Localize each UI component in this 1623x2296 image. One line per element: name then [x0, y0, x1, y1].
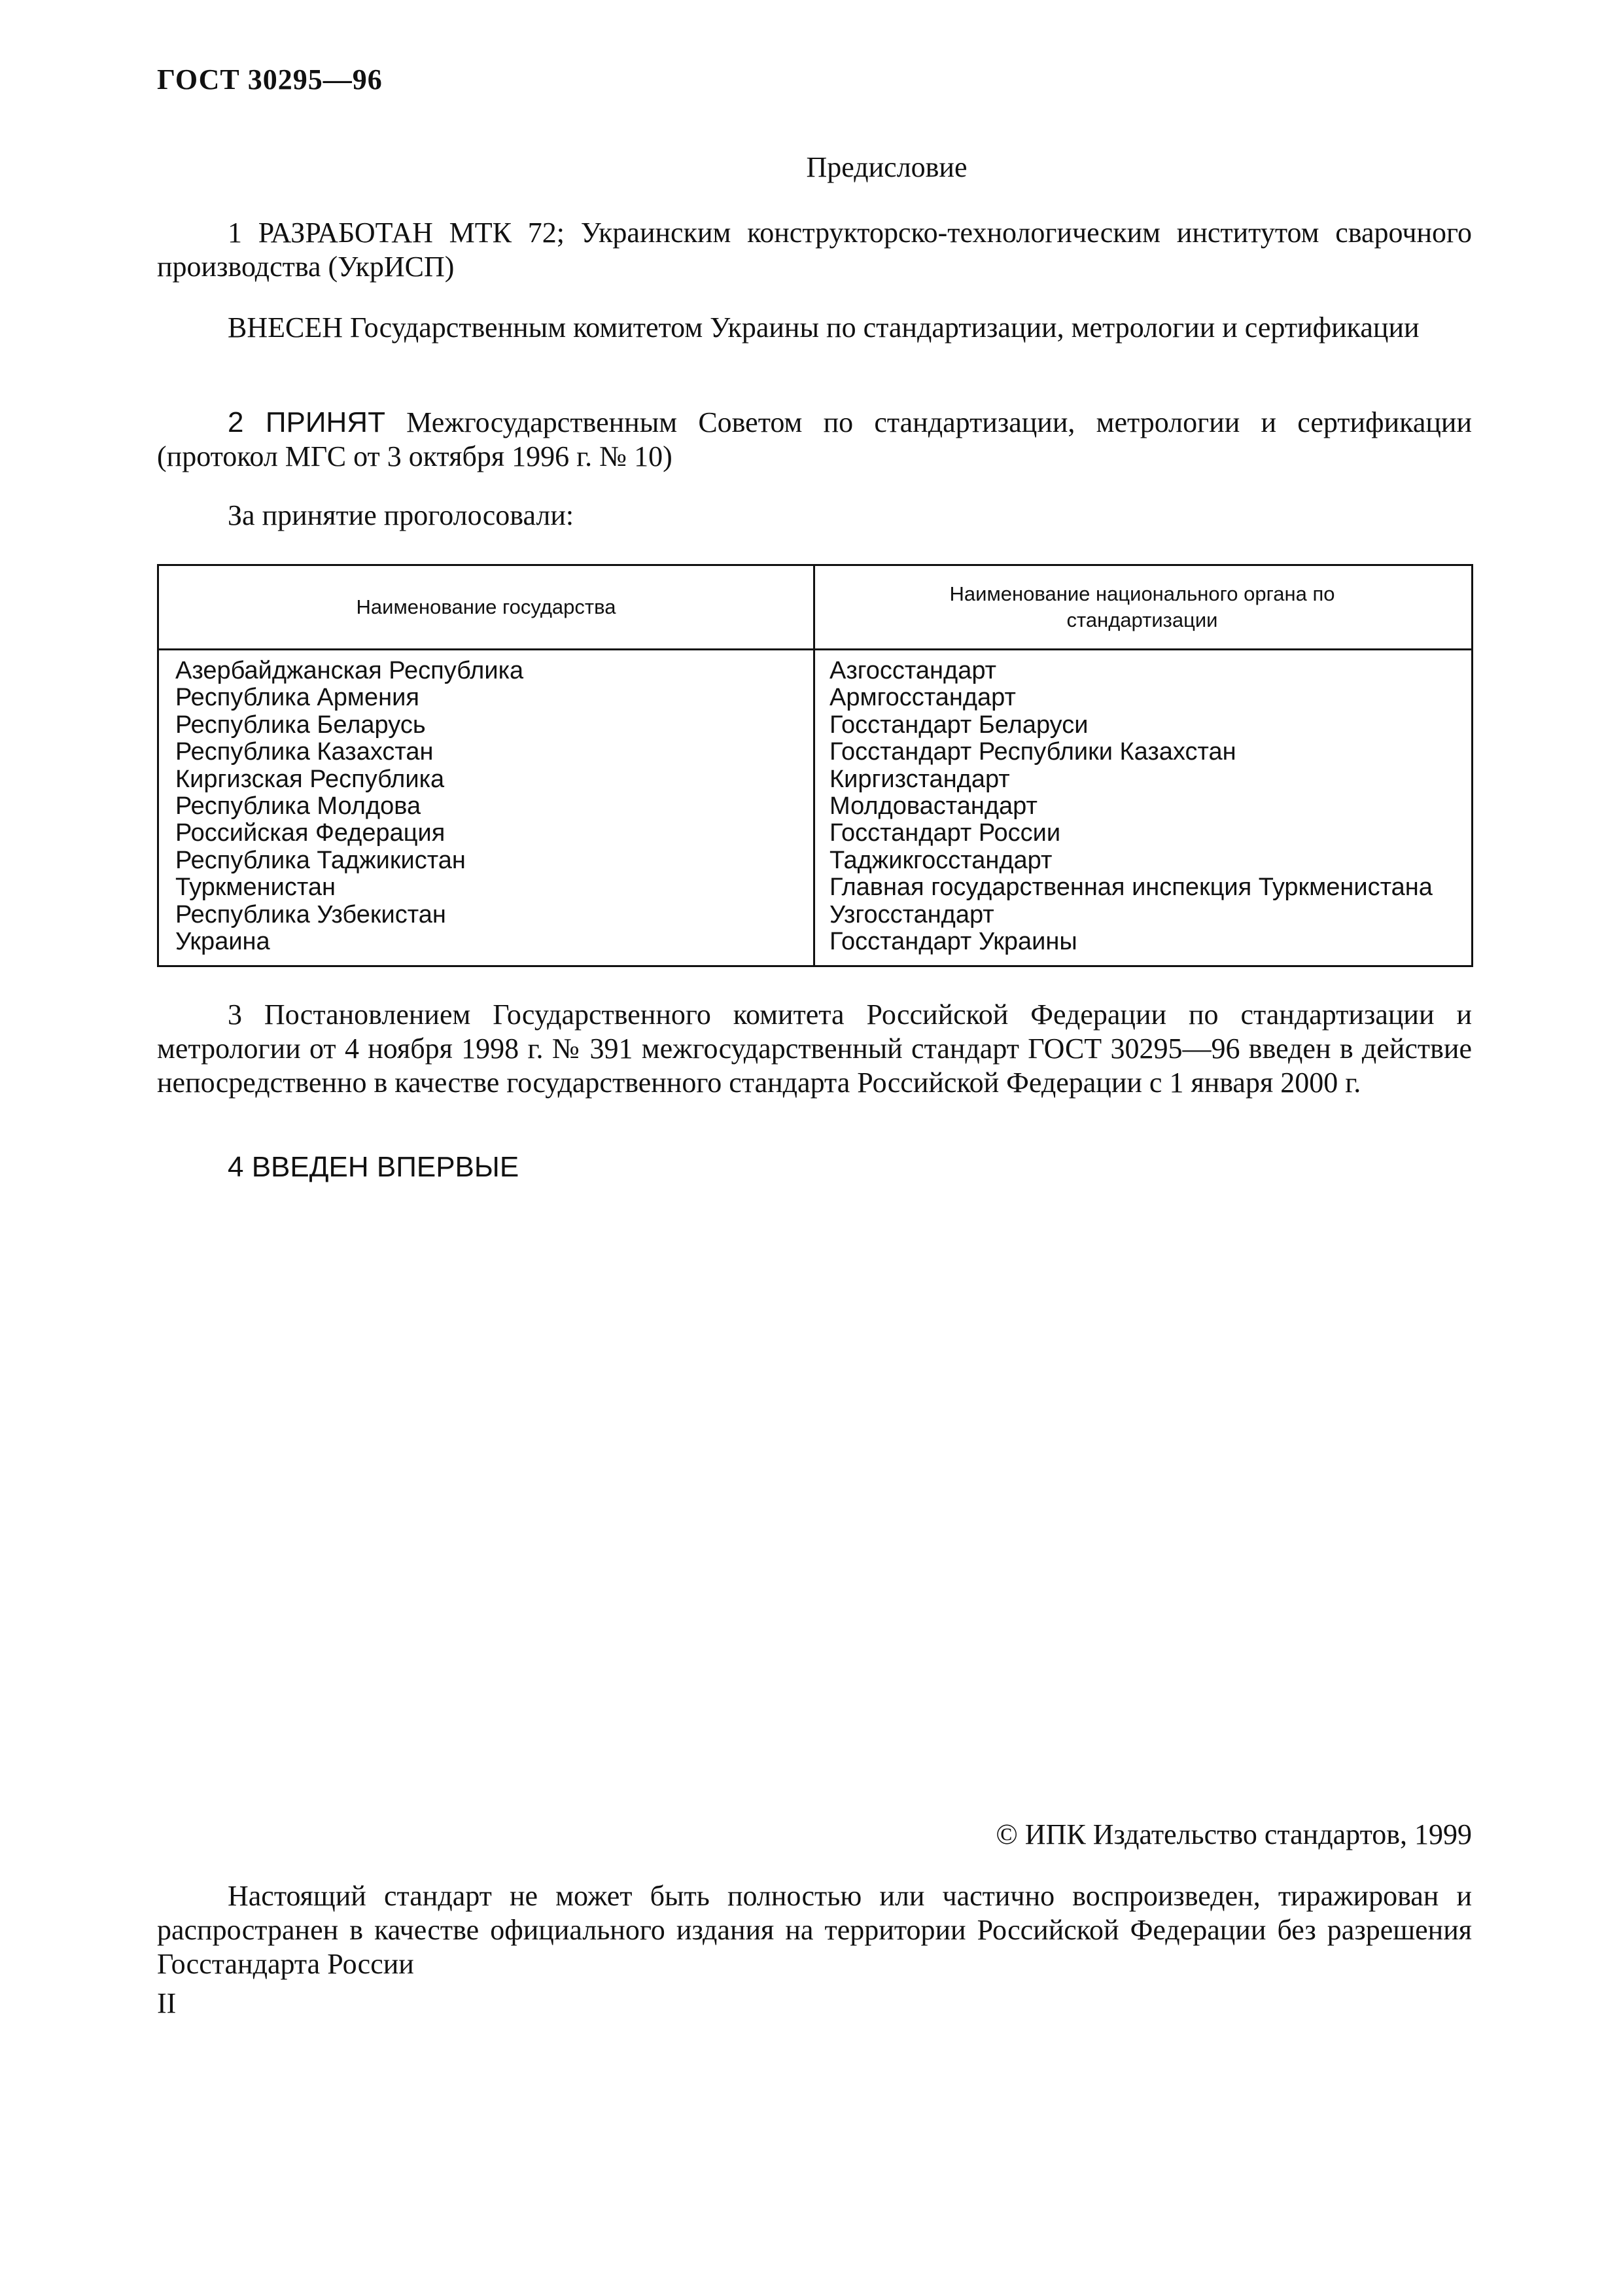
- table-cell-state: Республика Казахстан: [175, 738, 434, 766]
- table-cell-standards-body: Главная государственная инспекция Туркменистана: [829, 874, 1433, 902]
- table-header-state: Наименование государства: [356, 595, 616, 618]
- table-cell-state: Азербайджанская Республика: [175, 657, 524, 684]
- section-title: Предисловие: [806, 151, 968, 183]
- table-header-standards-body: [813, 566, 1471, 648]
- adopted-lead: 2 ПРИНЯТ: [228, 406, 385, 438]
- table-cell-standards-body: Госстандарт Беларуси: [829, 711, 1089, 739]
- table-header-divider: [159, 648, 1471, 650]
- paragraph-voted-for: За принятие проголосовали:: [228, 499, 574, 531]
- table-cell-standards-body: Госстандарт Республики Казахстан: [829, 738, 1236, 766]
- introduced-first-time-text: 4 ВВЕДЕН ВПЕРВЫЕ: [228, 1151, 519, 1183]
- paragraph-introduced-by: ВНЕСЕН Государственным комитетом Украины по стандартизации, метрологии и сертификации: [228, 311, 1420, 344]
- document-code: ГОСТ 30295—96: [157, 63, 383, 96]
- table-cell-state: Украина: [175, 928, 270, 956]
- copyright-notice: © ИПК Издательство стандартов, 1999: [996, 1818, 1472, 1850]
- table-cell-state: Республика Таджикистан: [175, 846, 466, 874]
- table-cell-state: Республика Узбекистан: [175, 900, 446, 928]
- table-cell-state: Российская Федерация: [175, 819, 445, 847]
- table-cell-state: Республика Молдова: [175, 792, 421, 821]
- paragraph-adopted-by: [157, 406, 1472, 474]
- table-column-states: [175, 658, 803, 955]
- paragraph-introduced-first-time: [157, 1150, 1472, 1184]
- table-header-standards-body-text: Наименование национального органа по стандартизации: [949, 582, 1335, 631]
- table-cell-standards-body: Армгосстандарт: [829, 684, 1016, 712]
- table-cell-state: Республика Беларусь: [175, 711, 426, 739]
- paragraph-enacted-by: 3 Постановлением Государственного комитета Российской Федерации по стандартизации и метрологии от 4 ноября 1998 г. № 391 межгосударственный стандарт ГОСТ 30295—96 введен в действие непосредственно в качестве государственного стандарта Российской Федерации с 1 января 2000 г.: [157, 998, 1472, 1099]
- adopted-rest: Межгосударственным Советом по стандартизации, метрологии и сертификации (протокол МГС от 3 октября 1996 г. № 10): [157, 406, 1472, 472]
- page-number: II: [157, 1987, 177, 2019]
- table-cell-standards-body: Киргизстандарт: [829, 765, 1010, 793]
- reproduction-notice: Настоящий стандарт не может быть полностью или частично воспроизведен, тиражирован и распространен в качестве официального издания на территории Российской Федерации без разрешения Госстандарта России: [157, 1880, 1472, 1980]
- paragraph-developed-by: 1 РАЗРАБОТАН МТК 72; Украинским конструкторско-технологическим институтом сварочного производства (УкрИСП): [157, 217, 1472, 283]
- table-cell-standards-body: Таджикгосстандарт: [829, 846, 1053, 874]
- table-cell-state: Киргизская Республика: [175, 765, 445, 793]
- table-cell-state: Туркменистан: [175, 874, 336, 902]
- table-cell-state: Республика Армения: [175, 684, 419, 712]
- table-cell-standards-body: Госстандарт России: [829, 819, 1061, 847]
- table-cell-standards-body: Узгосстандарт: [829, 900, 994, 928]
- table-cell-standards-body: Госстандарт Украины: [829, 928, 1077, 956]
- voting-states-table: [157, 564, 1473, 967]
- table-cell-standards-body: Азгосстандарт: [829, 657, 997, 684]
- table-cell-standards-body: Молдовастандарт: [829, 792, 1038, 821]
- table-column-standards-bodies: [829, 658, 1464, 955]
